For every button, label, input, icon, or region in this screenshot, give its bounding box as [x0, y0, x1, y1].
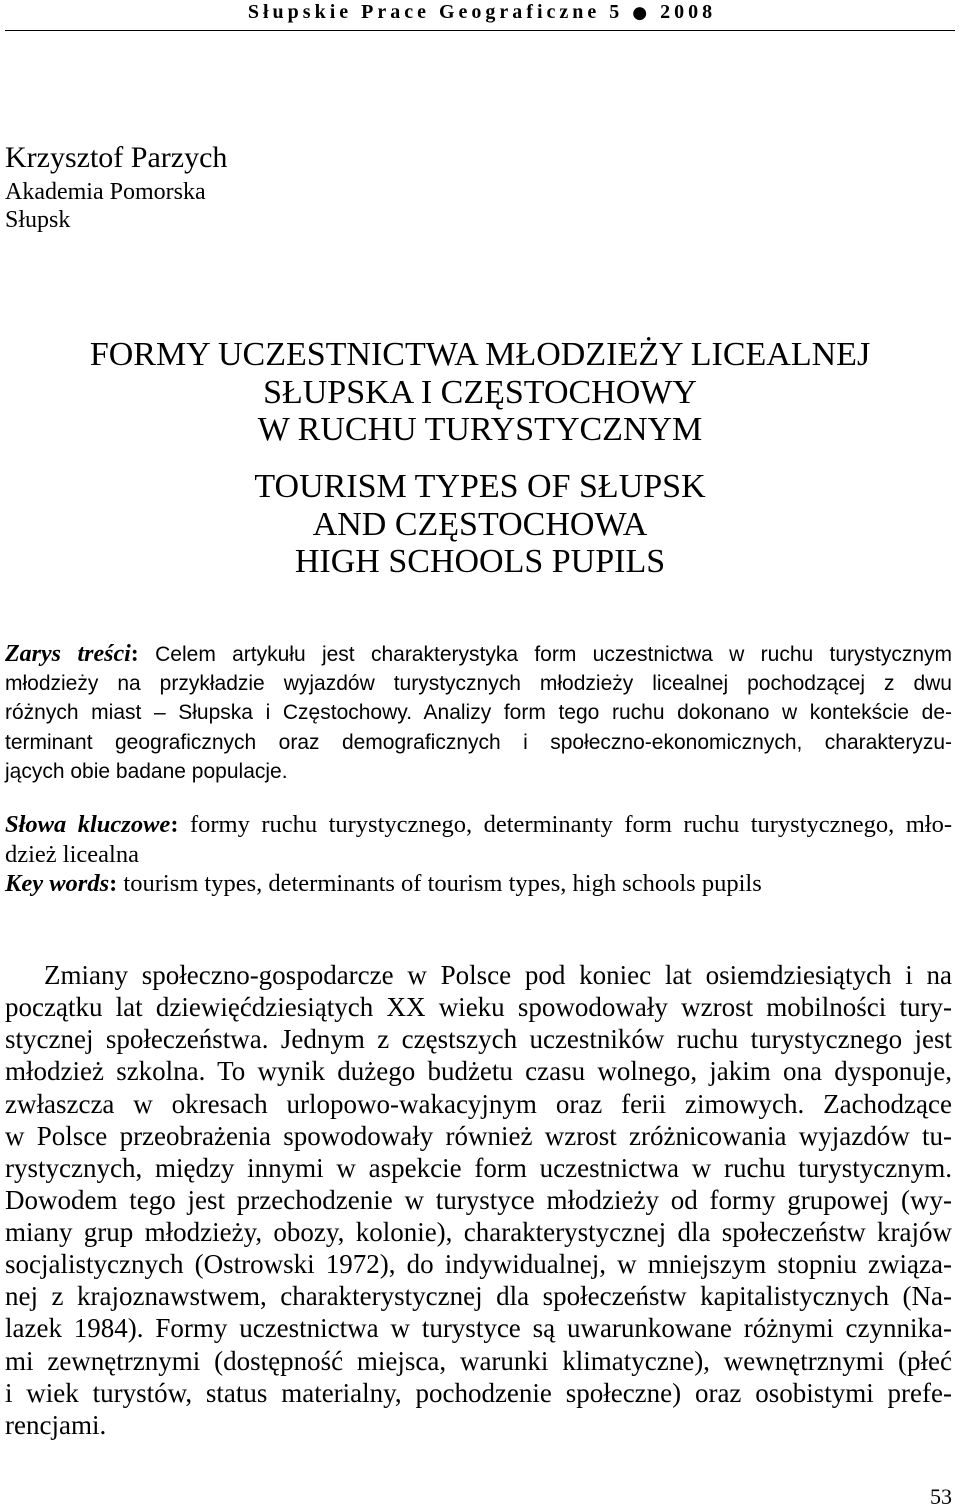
keywords-en-label: Key words [5, 870, 110, 897]
body-line: rystycznych, między innymi w aspekcie form uczestnictwa w ruchu turystycznym. [5, 1152, 952, 1183]
title-polish [0, 336, 960, 449]
keywords-pl-colon: : [170, 811, 179, 838]
body-line: w Polsce przeobrażenia spowodowały również wzrost zróżnicowania wyjazdów tu- [5, 1120, 952, 1151]
keywords-en-line [5, 869, 952, 899]
abstract-text: Celem artykułu jest charakterystyka form uczestnictwa w ruchu turystycznym [155, 643, 953, 666]
author-affiliation: Akademia Pomorska [5, 179, 206, 205]
body-line: zwłaszcza w okresach urlopowo-wakacyjnym oraz ferii zimowych. Zachodzące [5, 1088, 952, 1119]
body-line: stycznej społeczeństwa. Jednym z częstszych uczestników ruchu turystycznego jest [5, 1024, 952, 1055]
body-line: i wiek turystów, status materialny, pochodzenie społeczne) oraz osobistymi prefe- [5, 1377, 952, 1408]
title-english [0, 468, 960, 581]
title-line: AND CZĘSTOCHOWA [312, 505, 648, 543]
body-line: Dowodem tego jest przechodzenie w turystyce młodzieży od formy grupowej (wy- [5, 1184, 952, 1215]
title-line: FORMY UCZESTNICTWA MŁODZIEŻY LICEALNEJ [89, 336, 871, 373]
body-line: młodzież szkolna. To wynik dużego budżetu czasu wolnego, jakim ona dysponuje, [5, 1056, 952, 1087]
keywords-en-text: tourism types, determinants of tourism types, high schools pupils [123, 870, 762, 897]
body-line: Zmiany społeczno-gospodarcze w Polsce pod koniec lat osiemdziesiątych i na [44, 960, 952, 990]
body-paragraph [5, 959, 952, 1441]
keywords [5, 810, 952, 899]
keywords-pl-line [5, 810, 952, 840]
body-line: nej z krajoznawstwem, charakterystycznej dla społeczeństw kapitalistycznych (Na- [5, 1281, 952, 1312]
title-line: TOURISM TYPES OF SŁUPSK [254, 468, 706, 505]
title-line: W RUCHU TURYSTYCZNYM [257, 411, 703, 448]
abstract-line [5, 640, 952, 669]
author-city: Słupsk [5, 207, 71, 233]
abstract-line: różnych miast – Słupska i Częstochowy. Analizy form tego ruchu dokonano w kontekście de- [5, 701, 952, 725]
abstract [5, 640, 952, 786]
journal-year: 2008 [660, 1, 717, 23]
abstract-line: młodzieży na przykładzie wyjazdów turystycznych młodzieży licealnej pochodzącej z dwu [5, 672, 952, 696]
body-line: lazek 1984). Formy uczestnictwa w turystyce są uwarunkowane różnymi czynnika- [5, 1313, 952, 1344]
body-line: rencjami. [5, 1409, 107, 1440]
body-line: miany grup młodzieży, obozy, kolonie), charakterystycznej dla społeczeństw krajów [5, 1217, 952, 1247]
header-rule [5, 30, 955, 31]
body-line: początku lat dziewięćdziesiątych XX wieku spowodowały wzrost mobilności tury- [5, 992, 952, 1023]
journal-title: Słupskie Prace Geograficzne 5 [247, 1, 624, 23]
journal-header [0, 0, 960, 25]
abstract-line: terminant geograficznych oraz demograficznych i społeczno-ekonomicznych, charakteryzu- [5, 730, 952, 754]
abstract-label-colon: : [130, 641, 139, 667]
body-line: mi zewnętrznymi (dostępność miejsca, warunki klimatyczne), wewnętrznymi (płeć [5, 1345, 952, 1376]
title-line: SŁUPSKA I CZĘSTOCHOWY [263, 373, 697, 411]
keywords-pl-text: formy ruchu turystycznego, determinanty form ruchu turystycznego, mło- [189, 811, 952, 838]
abstract-label: Zarys treści [5, 641, 131, 667]
title-line: HIGH SCHOOLS PUPILS [294, 543, 666, 580]
abstract-line: jących obie badane populacje. [5, 759, 288, 783]
keywords-pl-line: dzież licealna [5, 840, 139, 868]
author-name: Krzysztof Parzych [5, 141, 228, 174]
body-line: socjalistycznych (Ostrowski 1972), do indywidualnej, w mniejszym stopniu związa- [5, 1249, 952, 1280]
page-number: 53 [930, 1484, 952, 1509]
bullet-separator: ● [632, 3, 652, 23]
keywords-pl-label: Słowa kluczowe [5, 811, 171, 838]
keywords-en-colon: : [109, 870, 118, 897]
